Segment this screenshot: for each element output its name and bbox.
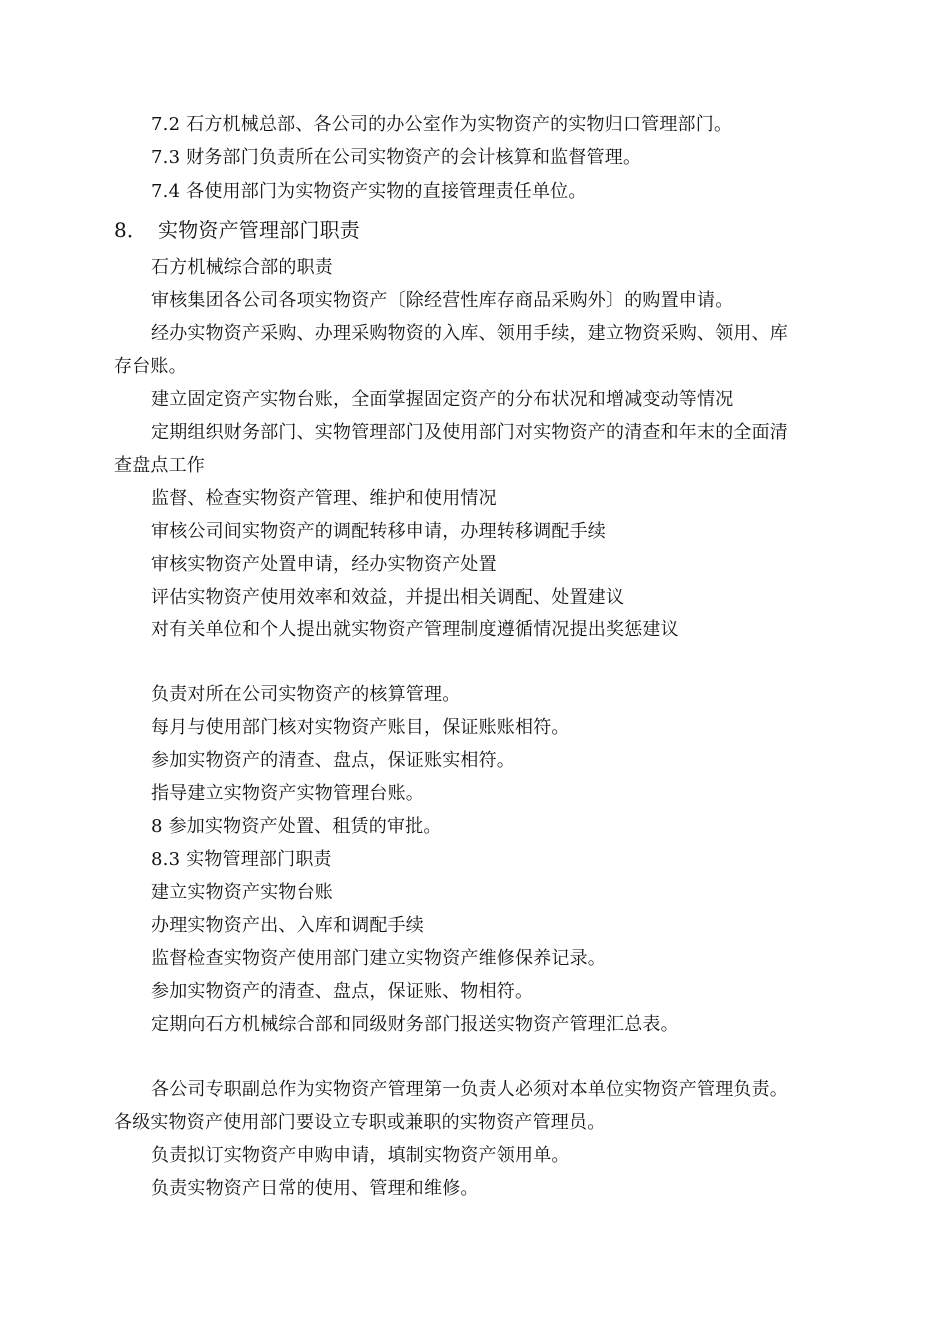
paragraph-line: 8.3 实物管理部门职责 xyxy=(151,849,332,870)
paragraph-line: 审核集团各公司各项实物资产〔除经营性库存商品采购外〕的购置申请。 xyxy=(151,290,734,311)
paragraph-line: 参加实物资产的清查、盘点，保证账实相符。 xyxy=(151,750,515,771)
paragraph-line: 参加实物资产的清查、盘点，保证账、物相符。 xyxy=(151,981,534,1002)
section-8-title: 实物资产管理部门职责 xyxy=(158,218,360,242)
paragraph-line: 查盘点工作 xyxy=(114,455,205,476)
section-8-number: 8． xyxy=(114,218,148,242)
paragraph-line: 定期向石方机械综合部和同级财务部门报送实物资产管理汇总表。 xyxy=(151,1014,679,1035)
paragraph-line: 每月与使用部门核对实物资产账目，保证账账相符。 xyxy=(151,717,570,738)
paragraph-line: 各级实物资产使用部门要设立专职或兼职的实物资产管理员。 xyxy=(114,1112,606,1133)
paragraph-line: 建立固定资产实物台账，全面掌握固定资产的分布状况和增减变动等情况 xyxy=(151,389,734,410)
paragraph-line: 对有关单位和个人提出就实物资产管理制度遵循情况提出奖惩建议 xyxy=(151,619,679,640)
paragraph-line: 审核公司间实物资产的调配转移申请，办理转移调配手续 xyxy=(151,521,606,542)
paragraph-line: 负责对所在公司实物资产的核算管理。 xyxy=(151,684,461,705)
paragraph-line: 负责实物资产日常的使用、管理和维修。 xyxy=(151,1178,479,1199)
paragraph-line: 负责拟订实物资产申购申请，填制实物资产领用单。 xyxy=(151,1145,570,1166)
paragraph-line: 评估实物资产使用效率和效益，并提出相关调配、处置建议 xyxy=(151,587,625,608)
section-8-heading xyxy=(114,217,360,243)
paragraph-line: 监督、检查实物资产管理、维护和使用情况 xyxy=(151,488,497,509)
paragraph-line: 各公司专职副总作为实物资产管理第一负责人必须对本单位实物资产管理负责。 xyxy=(151,1079,788,1100)
paragraph-line: 办理实物资产出、入库和调配手续 xyxy=(151,915,424,936)
paragraph-line: 指导建立实物资产实物管理台账。 xyxy=(151,783,424,804)
paragraph-line: 监督检查实物资产使用部门建立实物资产维修保养记录。 xyxy=(151,948,606,969)
item-7-3: 7.3 财务部门负责所在公司实物资产的会计核算和监督管理。 xyxy=(151,147,642,168)
paragraph-line: 审核实物资产处置申请，经办实物资产处置 xyxy=(151,554,497,575)
paragraph-line: 经办实物资产采购、办理采购物资的入库、领用手续，建立物资采购、领用、库 xyxy=(151,323,788,344)
paragraph-line: 定期组织财务部门、实物管理部门及使用部门对实物资产的清查和年末的全面清 xyxy=(151,422,788,443)
paragraph-line: 8 参加实物资产处置、租赁的审批。 xyxy=(151,816,442,837)
paragraph-line: 存台账。 xyxy=(114,356,187,377)
paragraph-line: 建立实物资产实物台账 xyxy=(151,882,333,903)
item-7-2: 7.2 石方机械总部、各公司的办公室作为实物资产的实物归口管理部门。 xyxy=(151,114,733,135)
item-7-4: 7.4 各使用部门为实物资产实物的直接管理责任单位。 xyxy=(151,181,587,202)
paragraph-line: 石方机械综合部的职责 xyxy=(151,257,333,278)
